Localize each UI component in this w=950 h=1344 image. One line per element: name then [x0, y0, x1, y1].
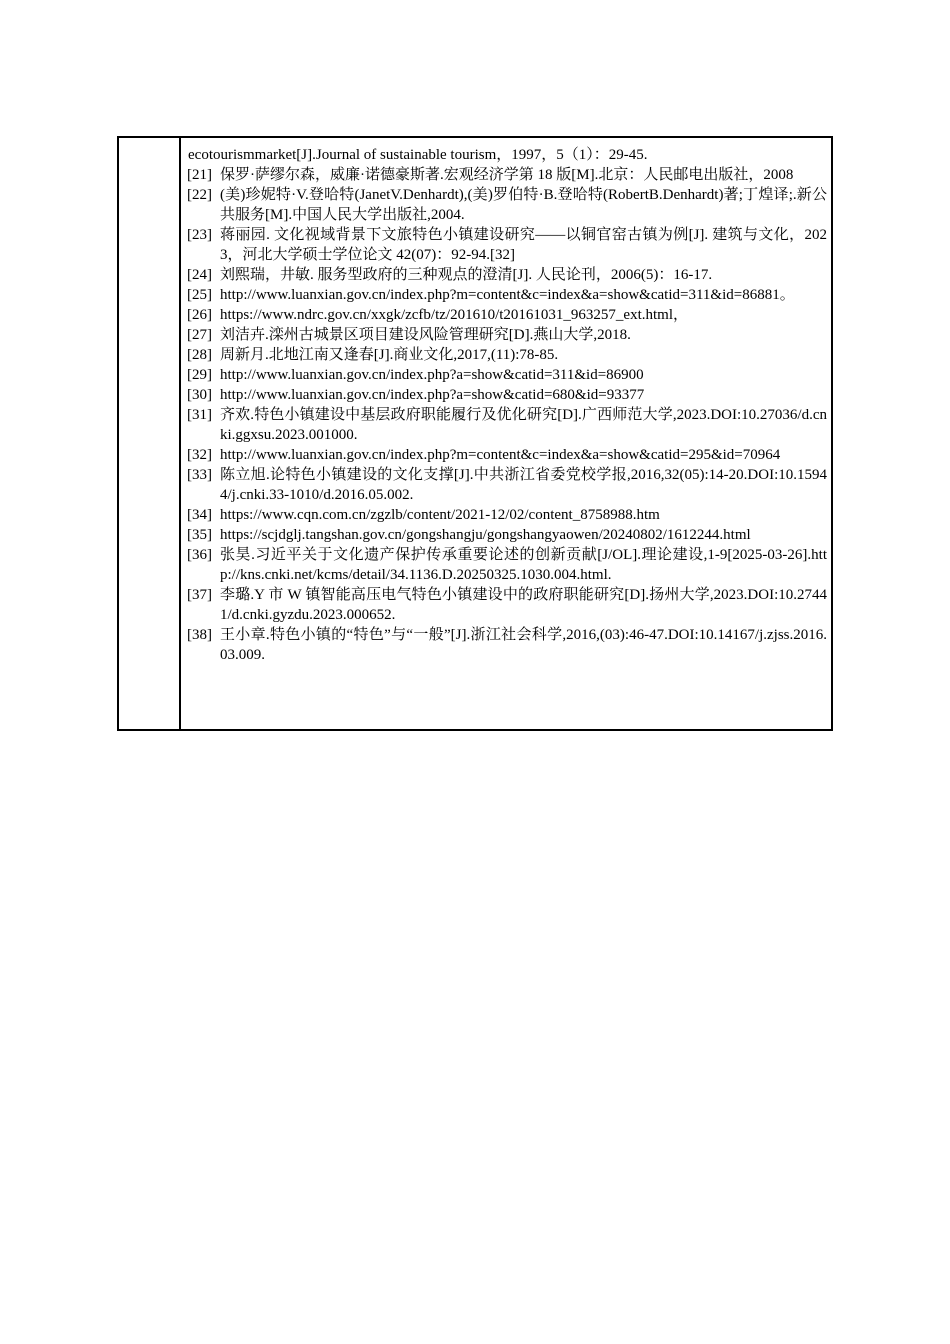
reference-number: [29]	[187, 367, 212, 383]
reference-item	[187, 225, 827, 265]
reference-number: [22]	[187, 187, 212, 203]
reference-item	[187, 325, 827, 345]
reference-text: (美)珍妮特·V.登哈特(JanetV.Denhardt),(美)罗伯特·B.登哈特(RobertB.Denhardt)著;丁煌译;.新公共服务[M].中国人民大学出版社,2004.	[220, 187, 827, 223]
reference-number: [23]	[187, 227, 212, 243]
reference-text: 刘熙瑞，井敏. 服务型政府的三种观点的澄清[J]. 人民论刊，2006(5)：16-17.	[220, 267, 713, 283]
references-list	[181, 138, 831, 729]
reference-text: https://scjdglj.tangshan.gov.cn/gongshangju/gongshangyaowen/20240802/1612244.html	[220, 527, 751, 543]
reference-item	[187, 465, 827, 505]
reference-text: 保罗·萨缪尔森，威廉·诺德豪斯著.宏观经济学第 18 版[M].北京：人民邮电出版社，2008	[220, 167, 794, 183]
reference-item	[187, 625, 827, 665]
reference-text: 张昊.习近平关于文化遗产保护传承重要论述的创新贡献[J/OL].理论建设,1-9[2025-03-26].http://kns.cnki.net/kcms/detail/34.1136.D.20250325.1030.004.html.	[220, 547, 827, 583]
reference-item	[187, 445, 827, 465]
reference-text: 王小章.特色小镇的“特色”与“一般”[J].浙江社会科学,2016,(03):46-47.DOI:10.14167/j.zjss.2016.03.009.	[220, 627, 827, 663]
reference-text: http://www.luanxian.gov.cn/index.php?a=show&catid=680&id=93377	[220, 387, 645, 403]
reference-continuation: ecotourismmarket[J].Journal of sustainable tourism，1997，5（1）：29-45.	[188, 147, 648, 163]
reference-number: [28]	[187, 347, 212, 363]
reference-item	[187, 585, 827, 625]
reference-text: 李璐.Y 市 W 镇智能高压电气特色小镇建设中的政府职能研究[D].扬州大学,2023.DOI:10.27441/d.cnki.gyzdu.2023.000652.	[220, 587, 827, 623]
reference-item	[187, 365, 827, 385]
reference-text: https://www.cqn.com.cn/zgzlb/content/2021-12/02/content_8758988.htm	[220, 507, 660, 523]
reference-number: [24]	[187, 267, 212, 283]
reference-item	[187, 545, 827, 585]
reference-number: [38]	[187, 627, 212, 643]
reference-number: [27]	[187, 327, 212, 343]
reference-number: [25]	[187, 287, 212, 303]
reference-number: [36]	[187, 547, 212, 563]
reference-item	[187, 345, 827, 365]
reference-item	[187, 405, 827, 445]
reference-text: https://www.ndrc.gov.cn/xxgk/zcfb/tz/201610/t20161031_963257_ext.html，	[220, 307, 689, 323]
reference-item	[187, 265, 827, 285]
reference-text: 周新月.北地江南又逢春[J].商业文化,2017,(11):78-85.	[220, 347, 559, 363]
reference-text: 刘洁卉.滦州古城景区项目建设风险管理研究[D].燕山大学,2018.	[220, 327, 631, 343]
reference-text: http://www.luanxian.gov.cn/index.php?m=content&c=index&a=show&catid=295&id=70964	[220, 447, 781, 463]
references-table	[117, 136, 833, 731]
reference-item	[187, 505, 827, 525]
reference-number: [21]	[187, 167, 212, 183]
reference-item	[187, 525, 827, 545]
reference-item	[187, 385, 827, 405]
reference-text: 蒋丽园. 文化视域背景下文旅特色小镇建设研究——以铜官窑古镇为例[J]. 建筑与文化，2023，河北大学硕士学位论文 42(07)：92-94.[32]	[220, 227, 827, 263]
reference-text: 陈立旭.论特色小镇建设的文化支撑[J].中共浙江省委党校学报,2016,32(05):14-20.DOI:10.15944/j.cnki.33-1010/d.2016.05.002.	[220, 467, 827, 503]
reference-number: [26]	[187, 307, 212, 323]
reference-number: [35]	[187, 527, 212, 543]
reference-text: http://www.luanxian.gov.cn/index.php?a=show&catid=311&id=86900	[220, 367, 644, 383]
table-left-column	[119, 138, 181, 729]
reference-text: 齐欢.特色小镇建设中基层政府职能履行及优化研究[D].广西师范大学,2023.DOI:10.27036/d.cnki.ggxsu.2023.001000.	[220, 407, 827, 443]
reference-number: [37]	[187, 587, 212, 603]
reference-number: [33]	[187, 467, 212, 483]
reference-item	[187, 305, 827, 325]
reference-number: [32]	[187, 447, 212, 463]
reference-text: http://www.luanxian.gov.cn/index.php?m=content&c=index&a=show&catid=311&id=86881。	[220, 287, 795, 303]
reference-number: [34]	[187, 507, 212, 523]
reference-item	[187, 165, 827, 185]
reference-item	[187, 285, 827, 305]
reference-item	[187, 185, 827, 225]
reference-number: [31]	[187, 407, 212, 423]
reference-number: [30]	[187, 387, 212, 403]
